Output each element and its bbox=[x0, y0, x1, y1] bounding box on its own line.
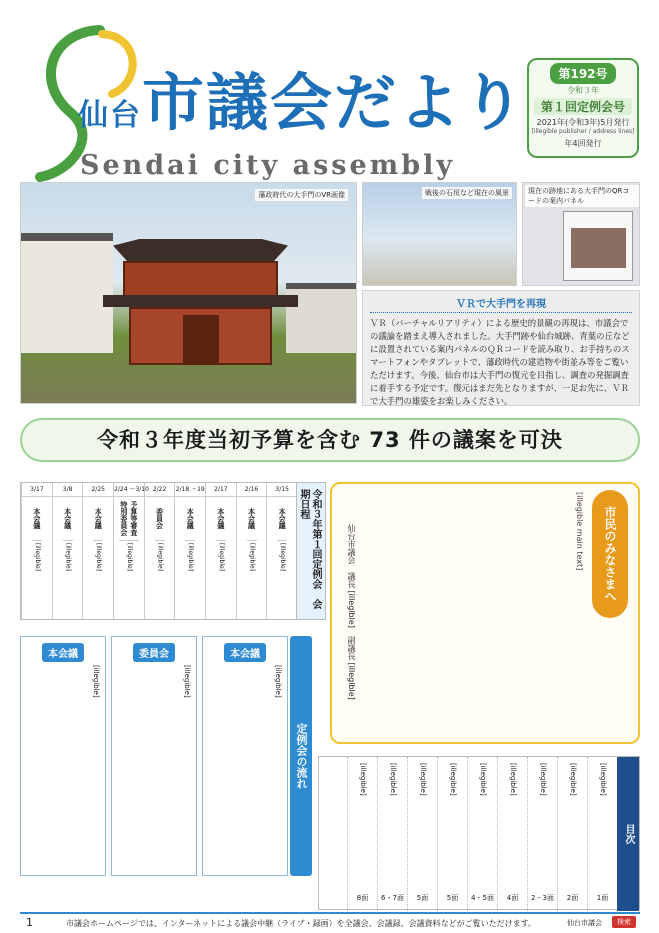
toc-item[interactable] bbox=[347, 757, 377, 911]
session-flow bbox=[20, 636, 288, 876]
photo-caption: 藩政時代の大手門のVR画像 bbox=[255, 189, 348, 201]
schedule-date: 3/15 bbox=[267, 483, 297, 497]
schedule-title: 令和３年第１回定例会 会期日程 bbox=[296, 482, 326, 620]
toc-list bbox=[347, 757, 617, 911]
toc-item-page: 8面 bbox=[356, 894, 369, 902]
toc-item[interactable] bbox=[527, 757, 557, 911]
newsletter-name: 市議会だより bbox=[142, 66, 527, 139]
schedule-column bbox=[82, 483, 113, 619]
schedule-column bbox=[52, 483, 83, 619]
toc-item[interactable] bbox=[587, 757, 617, 911]
gate-upper-story bbox=[123, 261, 278, 299]
flow-step-tag: 委員会 bbox=[133, 643, 175, 662]
flow-step-text: [illegible] bbox=[183, 665, 191, 698]
flow-step-tag: 本会議 bbox=[42, 643, 84, 662]
flow-step-tag: 本会議 bbox=[224, 643, 266, 662]
schedule-date: 2/18 ・19 bbox=[175, 483, 205, 497]
schedule-column bbox=[266, 483, 297, 619]
castle-wall-right bbox=[286, 283, 356, 353]
citizens-message-text: [illegible main text] bbox=[575, 492, 584, 571]
schedule-body: [illegible] bbox=[64, 543, 72, 572]
issue-publisher: [illegible publisher / address lines] bbox=[531, 128, 635, 135]
schedule-body: [illegible] bbox=[279, 543, 287, 572]
toc-item[interactable] bbox=[407, 757, 437, 911]
schedule-body: [illegible] bbox=[217, 543, 225, 572]
vr-gate-photo bbox=[20, 182, 357, 404]
schedule-type: 本会議 bbox=[247, 497, 257, 541]
page-number: 1 bbox=[26, 916, 33, 929]
schedule-column bbox=[113, 483, 149, 619]
guide-panel bbox=[563, 211, 633, 281]
session-schedule-table bbox=[20, 482, 298, 620]
flow-step bbox=[202, 636, 288, 876]
toc-item-page: 1面 bbox=[596, 894, 609, 902]
toc-item-page: 4・5面 bbox=[471, 894, 494, 902]
schedule-type: 本会議 bbox=[93, 497, 103, 541]
flow-label: 定例会の流れ bbox=[290, 636, 312, 876]
masthead-subtitle: Sendai city assembly bbox=[80, 150, 456, 181]
table-of-contents bbox=[318, 756, 640, 910]
toc-item-title: [illegible] bbox=[419, 763, 427, 796]
schedule-type: 委員会 bbox=[155, 497, 165, 541]
schedule-column bbox=[236, 483, 267, 619]
toc-item[interactable] bbox=[437, 757, 467, 911]
schedule-body: [illegible] bbox=[156, 543, 164, 572]
qr-panel-photo bbox=[522, 182, 640, 286]
issue-era: 令和３年 bbox=[567, 86, 599, 95]
toc-item-page: 5面 bbox=[446, 894, 459, 902]
issue-frequency: 年4回発行 bbox=[564, 139, 602, 148]
schedule-column bbox=[205, 483, 236, 619]
photo-caption: 戦後の石垣など現在の風景 bbox=[422, 187, 512, 199]
current-site-photo bbox=[362, 182, 517, 286]
toc-item-title: [illegible] bbox=[449, 763, 457, 796]
toc-item-title: [illegible] bbox=[539, 763, 547, 796]
castle-wall-left bbox=[21, 233, 113, 353]
schedule-body: [illegible] bbox=[33, 543, 41, 572]
toc-item[interactable] bbox=[497, 757, 527, 911]
schedule-column bbox=[21, 483, 52, 619]
schedule-type: 本会議 bbox=[277, 497, 287, 541]
schedule-column bbox=[174, 483, 205, 619]
search-button[interactable]: 検索 bbox=[612, 916, 636, 928]
schedule-date: 2/25 bbox=[83, 483, 113, 497]
site-name: 仙台市議会 bbox=[567, 919, 602, 927]
toc-item-title: [illegible] bbox=[569, 763, 577, 796]
schedule-body: [illegible] bbox=[125, 543, 133, 572]
schedule-column bbox=[144, 483, 175, 619]
schedule-date: 2/24 〜3/10 bbox=[114, 483, 144, 497]
toc-item-page: 6・7面 bbox=[381, 894, 404, 902]
citizens-badge: 市民のみなさまへ bbox=[592, 490, 628, 618]
schedule-body: [illegible] bbox=[95, 543, 103, 572]
chair-signature: 仙台市議会 議長 [illegible] 副議長 [illegible] bbox=[347, 524, 356, 700]
schedule-date: 2/17 bbox=[206, 483, 236, 497]
toc-item[interactable] bbox=[467, 757, 497, 911]
issue-session: 第１回定例会号 bbox=[534, 98, 632, 115]
schedule-date: 3/17 bbox=[22, 483, 52, 497]
toc-item[interactable] bbox=[377, 757, 407, 911]
headline-banner: 令和３年度当初予算を含む 73 件の議案を可決 bbox=[20, 418, 640, 462]
flow-step-text: [illegible] bbox=[92, 665, 100, 698]
toc-item-title: [illegible] bbox=[599, 763, 607, 796]
footer-note: 市議会ホームページでは、インターネットによる議会中継（ライブ・録画）を全議会、会議録、会議資料などがご覧いただけます。 bbox=[66, 919, 536, 928]
city-name: 仙台 bbox=[78, 98, 142, 133]
gate-door bbox=[183, 315, 219, 365]
message-to-citizens bbox=[330, 482, 640, 744]
toc-item-page: 5面 bbox=[416, 894, 429, 902]
toc-item-page: 2・3面 bbox=[531, 894, 554, 902]
toc-item-title: [illegible] bbox=[359, 763, 367, 796]
schedule-type: 本会議 bbox=[63, 497, 73, 541]
schedule-type: 本会議 bbox=[185, 497, 195, 541]
issue-date: 2021年(令和3年)5月発行 bbox=[536, 118, 630, 127]
flow-step bbox=[20, 636, 106, 876]
page-footer bbox=[20, 912, 640, 930]
schedule-date: 3/8 bbox=[53, 483, 83, 497]
gate-upper-roof bbox=[113, 239, 288, 261]
issue-number: 第192号 bbox=[550, 63, 615, 84]
gate-lower-roof bbox=[103, 295, 298, 307]
schedule-type: 予算等審査特別委員会 bbox=[119, 497, 139, 541]
toc-item-title: [illegible] bbox=[389, 763, 397, 796]
flow-step-text: [illegible] bbox=[274, 665, 282, 698]
toc-heading: 目次 bbox=[617, 757, 639, 911]
schedule-date: 2/22 bbox=[145, 483, 175, 497]
photo-caption: 現在の跡地にある大手門のQRコードの案内パネル bbox=[525, 185, 639, 207]
masthead-title bbox=[78, 66, 527, 139]
schedule-type: 本会議 bbox=[216, 497, 226, 541]
schedule-body: [illegible] bbox=[187, 543, 195, 572]
toc-item[interactable] bbox=[557, 757, 587, 911]
vr-article-body: ＶＲ（バーチャルリアリティ）による歴史的景観の再現は、市議会での議論を踏まえ導入されました。大手門跡や仙台城跡、青葉の丘などに設置されている案内パネルのＱＲコードを読み取り、お手持ちのスマートフォンやタブレットで、藩政時代の建造物や街並み等をご覧いただけます。今後、仙台市は大手門の復元を目指し、調査の発掘調査に着手する予定です。復元はまだ先となりますが、一足お先に、ＶＲで大手門の雄姿をお楽しみください。 bbox=[370, 318, 630, 406]
toc-item-title: [illegible] bbox=[479, 763, 487, 796]
schedule-body: [illegible] bbox=[248, 543, 256, 572]
flow-step bbox=[111, 636, 197, 876]
toc-item-page: 4面 bbox=[506, 894, 519, 902]
panel-gate-image bbox=[571, 228, 626, 268]
vr-article bbox=[362, 290, 640, 406]
vr-article-title: ＶＲで大手門を再現 bbox=[370, 295, 632, 313]
schedule-type: 本会議 bbox=[32, 497, 42, 541]
toc-item-title: [illegible] bbox=[509, 763, 517, 796]
schedule-date: 2/16 bbox=[237, 483, 267, 497]
toc-item-page: 2面 bbox=[566, 894, 579, 902]
issue-info-box bbox=[527, 58, 639, 158]
